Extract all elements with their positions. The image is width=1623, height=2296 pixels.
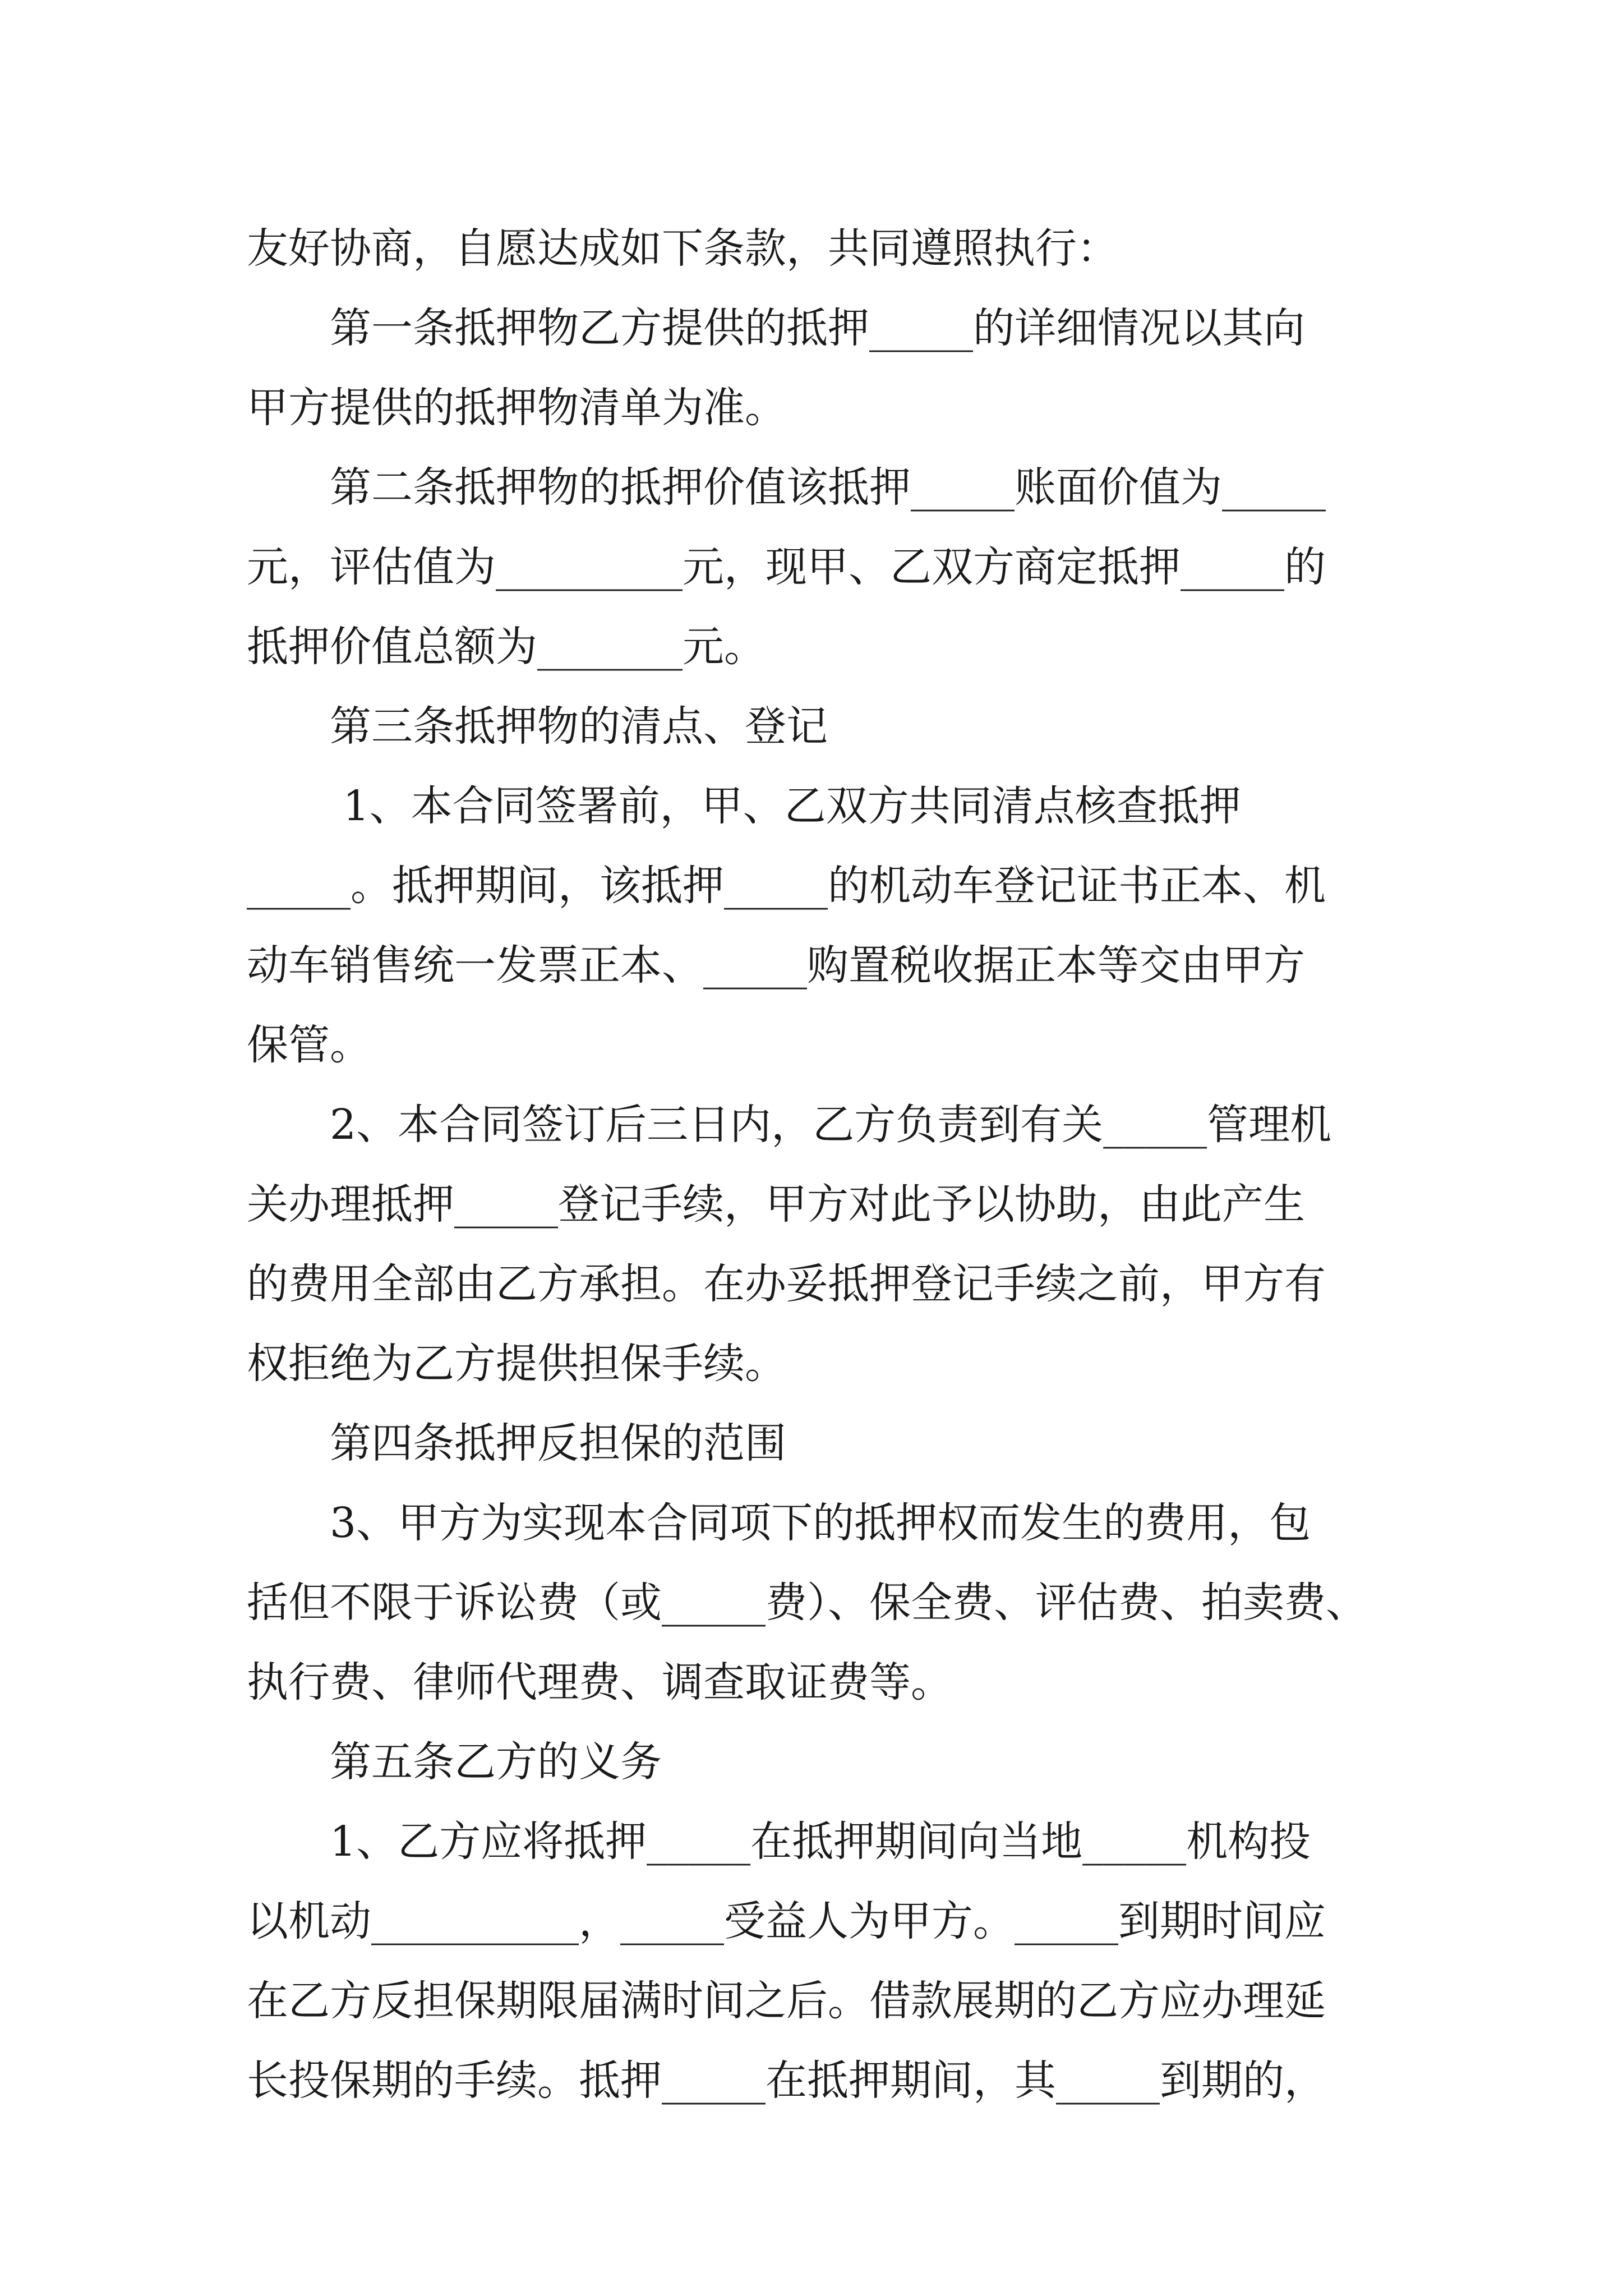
- line-text: 2、本合同签订后三日内，乙方负责到有关_____管理机: [330, 1101, 1332, 1149]
- text-line: [247, 288, 1380, 368]
- text-line: [247, 527, 1380, 607]
- text-line: [247, 1324, 1380, 1404]
- line-text: 第三条抵押物的清点、登记: [330, 702, 828, 751]
- text-line: [247, 1881, 1380, 1961]
- text-line: [247, 1961, 1380, 2041]
- text-line: [247, 846, 1380, 926]
- text-line: [247, 209, 1380, 288]
- line-text: 长投保期的手续。抵押_____在抵押期间，其_____到期的，: [247, 2056, 1326, 2105]
- line-text: 第二条抵押物的抵押价值该抵押_____账面价值为_____: [330, 463, 1326, 512]
- line-text: 第四条抵押反担保的范围: [330, 1419, 786, 1467]
- text-line: [247, 1483, 1380, 1563]
- line-text: 甲方提供的抵押物清单为准。: [247, 384, 786, 432]
- line-text: 执行费、律师代理费、调查取证费等。: [247, 1658, 952, 1706]
- document-body: [247, 209, 1380, 2120]
- text-line: [247, 1642, 1380, 1722]
- line-text: _____。抵押期间，该抵押_____的机动车登记证书正本、机: [247, 862, 1326, 910]
- text-line: [247, 2041, 1380, 2120]
- line-text: 的费用全部由乙方承担。在办妥抵押登记手续之前，甲方有: [247, 1260, 1326, 1308]
- text-line: [247, 687, 1380, 766]
- line-text: 1、本合同签署前，甲、乙双方共同清点核查抵押: [330, 782, 1241, 830]
- line-text: 权拒绝为乙方提供担保手续。: [247, 1340, 786, 1388]
- line-text: 第五条乙方的义务: [330, 1738, 662, 1786]
- text-line: [247, 1244, 1380, 1324]
- line-text: 第一条抵押物乙方提供的抵押_____的详细情况以其向: [330, 304, 1305, 352]
- line-text: 1、乙方应将抵押_____在抵押期间向当地_____机构投: [330, 1818, 1311, 1866]
- line-text: 3、甲方为实现本合同项下的抵押权而发生的费用，包: [330, 1499, 1311, 1547]
- text-line: [247, 1404, 1380, 1483]
- text-line: [247, 766, 1380, 846]
- text-line: [247, 368, 1380, 448]
- text-line: [247, 1165, 1380, 1244]
- text-line: [247, 607, 1380, 687]
- line-text: 动车销售统一发票正本、_____购置税收据正本等交由甲方: [247, 941, 1305, 990]
- line-text: 在乙方反担保期限届满时间之后。借款展期的乙方应办理延: [247, 1977, 1326, 2025]
- text-line: [247, 1722, 1380, 1802]
- line-text: 括但不限于诉讼费（或_____费）、保全费、评估费、拍卖费、: [247, 1579, 1367, 1627]
- text-line: [247, 1802, 1380, 1881]
- line-text: 以机动__________，_____受益人为甲方。_____到期时间应: [247, 1897, 1326, 1945]
- line-text: 保管。: [247, 1021, 371, 1069]
- text-line: [247, 926, 1380, 1005]
- line-text: 友好协商，自愿达成如下条款，共同遵照执行：: [247, 224, 1118, 273]
- text-line: [247, 1563, 1380, 1642]
- line-text: 抵押价值总额为_______元。: [247, 623, 766, 671]
- text-line: [247, 448, 1380, 527]
- line-text: 关办理抵押_____登记手续，甲方对此予以协助，由此产生: [247, 1180, 1305, 1228]
- text-line: [247, 1005, 1380, 1085]
- text-line: [247, 1085, 1380, 1165]
- line-text: 元，评估值为_________元，现甲、乙双方商定抵押_____的: [247, 543, 1326, 591]
